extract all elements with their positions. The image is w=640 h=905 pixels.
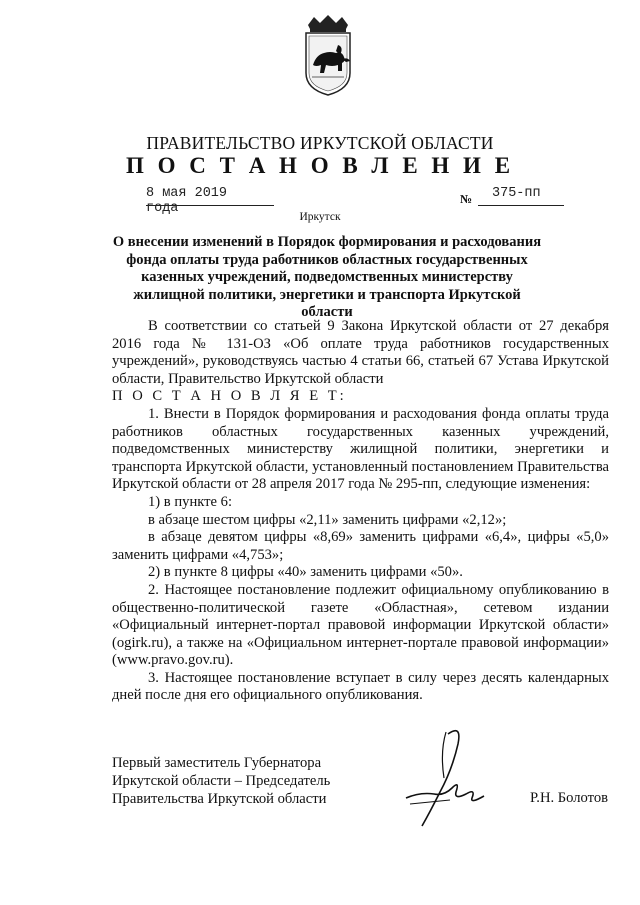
paragraph-item-1: 1. Внести в Порядок формирования и расходования фонда оплаты труда работников областных государственных казенных учреждений, подведомственных министерству жилищной политики, энергетики и транспорта Иркутской области, установленный постановлением Правительства Иркутской области от 28 апреля 2017 года № 295-пп, следующие изменения:: [112, 405, 609, 493]
paragraph-subitem-1: 1) в пункте 6:: [148, 493, 233, 510]
signatory-line-2: Иркутской области – Председатель: [112, 773, 331, 789]
number-sign: №: [460, 192, 473, 206]
government-name: ПРАВИТЕЛЬСТВО ИРКУТСКОЙ ОБЛАСТИ: [146, 133, 494, 153]
signatory-name: Р.Н. Болотов: [530, 790, 609, 806]
document-body: [112, 318, 609, 705]
coat-of-arms-icon: [300, 15, 356, 97]
paragraph-abzac-6: в абзаце шестом цифры «2,11» заменить цифрами «2,12»;: [148, 511, 507, 528]
paragraph-resolves: П О С Т А Н О В Л Я Е Т:: [112, 388, 347, 405]
document-type: П О С Т А Н О В Л Е Н И Е: [125, 153, 515, 178]
date-underline: [146, 205, 274, 206]
signatory-line-1: Первый заместитель Губернатора: [112, 755, 322, 771]
paragraph-item-2: 2. Настоящее постановление подлежит официальному опубликованию в общественно-политической газете «Областная», сетевом издании «Официальный интернет-портал правовой информации Иркутской области» (ogirk.ru), а также на «Официальном интернет-портале правовой информации» (www.pravo.gov.ru).: [112, 581, 609, 669]
paragraph-subitem-2: 2) в пункте 8 цифры «40» заменить цифрами «50».: [148, 564, 463, 581]
signatory-line-3: Правительства Иркутской области: [112, 791, 327, 807]
handwritten-signature-icon: [400, 722, 500, 842]
document-title: О внесении изменений в Порядок формирования и расходования фонда оплаты труда работников областных государственных казенных учреждений, подведомственных министерству жилищной политики, энергетики и транспорта Иркутской области: [112, 234, 542, 320]
paragraph-preamble: В соответствии со статьей 9 Закона Иркутской области от 27 декабря 2016 года № 131-ОЗ «Об оплате труда работников государственных учреждений», руководствуясь частью 4 статьи 66, статьей 67 Устава Иркутской области, Правительство Иркутской области: [112, 318, 609, 387]
paragraph-item-3: 3. Настоящее постановление вступает в силу через десять календарных дней после дня его официального опубликования.: [112, 669, 609, 704]
signatory-title: [112, 754, 330, 808]
document-date: 8 мая 2019 года: [146, 186, 228, 216]
number-underline: [478, 205, 564, 206]
paragraph-abzac-9: в абзаце девятом цифры «8,69» заменить цифрами «6,4», цифры «5,0» заменить цифрами «4,753»;: [112, 529, 609, 563]
city: Иркутск: [299, 211, 341, 223]
document-number: 375-пп: [492, 186, 541, 201]
